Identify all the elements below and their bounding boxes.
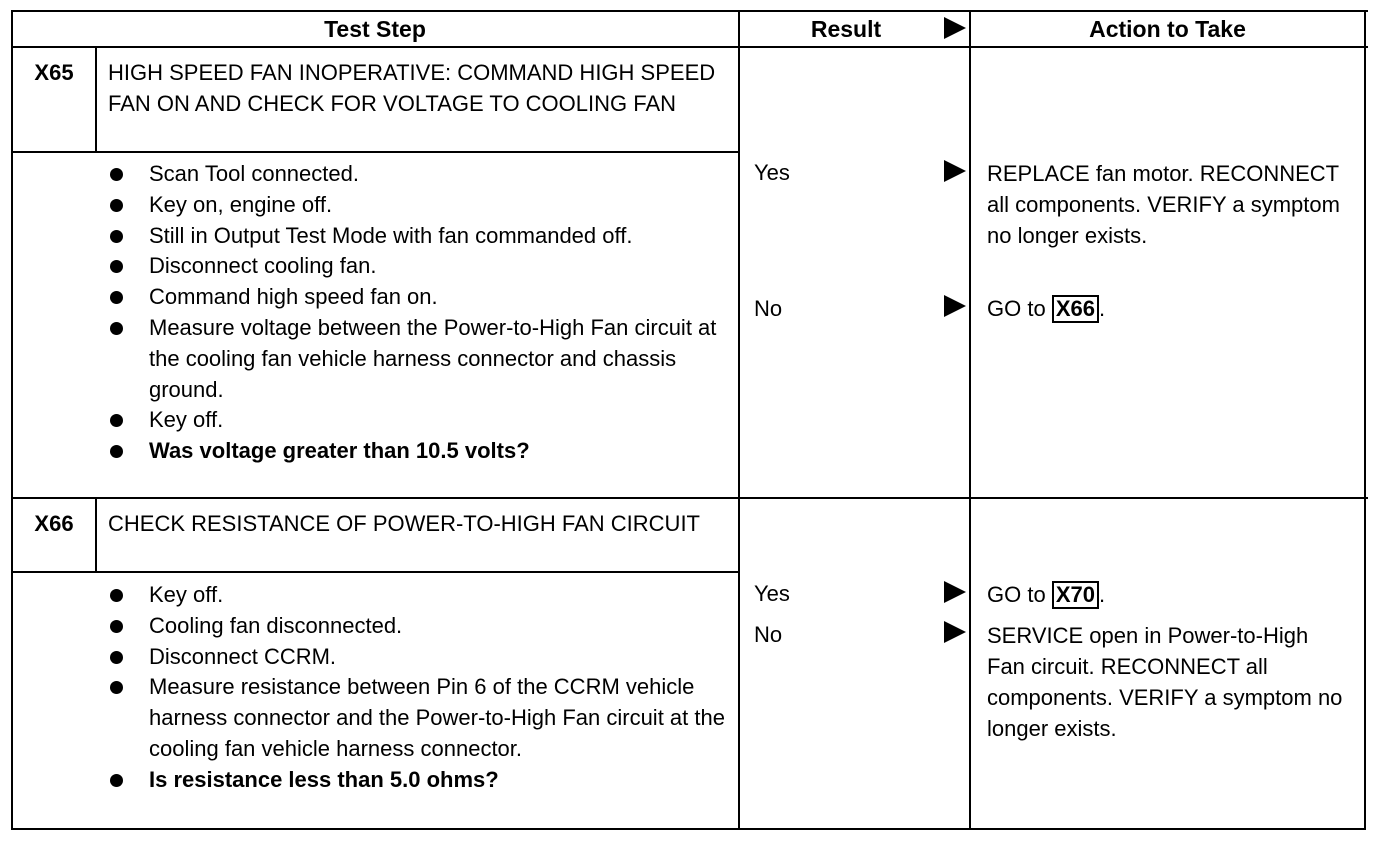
action-column-border (969, 10, 971, 830)
list-item: Disconnect CCRM. (100, 642, 730, 673)
bullet-icon (110, 651, 123, 664)
x66-no-arrow-icon (944, 621, 966, 643)
x66-result-no: No (754, 622, 783, 647)
x66-yes-arrow-icon (944, 581, 966, 603)
bullet-icon (110, 774, 123, 787)
x66-yes-action: GO to X70 . (987, 582, 1106, 607)
x65-result-yes: Yes (754, 160, 790, 185)
x65-no-action: GO to X66 . (987, 296, 1106, 321)
x65-bullet-list (100, 159, 730, 467)
step-id-x66: X66 (34, 511, 74, 536)
bullet-icon (110, 589, 123, 602)
bullet-icon (110, 445, 123, 458)
header-bottom-border (12, 46, 1368, 48)
list-item: Key on, engine off. (100, 190, 730, 221)
bullet-icon (110, 230, 123, 243)
list-item: Cooling fan disconnected. (100, 611, 730, 642)
list-item: Measure voltage between the Power-to-High Fan circuit at the cooling fan vehicle harness connector and chassis ground. (100, 313, 730, 405)
header-action: Action to Take (1089, 16, 1246, 42)
x65-id-divider (95, 46, 97, 153)
table-right-border (1364, 10, 1366, 830)
step-reference-x70[interactable]: X70 (1052, 581, 1099, 609)
x65-no-arrow-icon (944, 295, 966, 317)
list-item: Scan Tool connected. (100, 159, 730, 190)
row-divider (12, 497, 1368, 499)
bullet-icon (110, 168, 123, 181)
header-result: Result (810, 16, 882, 42)
list-item: Key off. (100, 405, 730, 436)
header-test-step: Test Step (324, 16, 426, 42)
bullet-icon (110, 322, 123, 335)
x66-title-divider (12, 571, 738, 573)
bullet-icon (110, 260, 123, 273)
x66-bullet-list (100, 580, 730, 796)
step-title-x66: CHECK RESISTANCE OF POWER-TO-HIGH FAN CIRCUIT (108, 511, 700, 536)
step-reference-x66[interactable]: X66 (1052, 295, 1099, 323)
step-title-x65: HIGH SPEED FAN INOPERATIVE: COMMAND HIGH SPEED FAN ON AND CHECK FOR VOLTAGE TO COOLING FAN (108, 60, 716, 116)
x65-result-no: No (754, 296, 783, 321)
bullet-icon (110, 681, 123, 694)
bullet-icon (110, 620, 123, 633)
x66-result-yes: Yes (754, 581, 790, 606)
bullet-icon (110, 291, 123, 304)
x65-title-divider (12, 151, 738, 153)
list-item: Measure resistance between Pin 6 of the CCRM vehicle harness connector and the Power-to-High Fan circuit at the cooling fan vehicle harness connector. (100, 672, 730, 764)
list-item: Still in Output Test Mode with fan commanded off. (100, 221, 730, 252)
x66-id-divider (95, 497, 97, 573)
table-left-border (11, 10, 13, 830)
bullet-icon (110, 414, 123, 427)
table-bottom-border (12, 828, 1364, 830)
step-id-x65: X65 (34, 60, 74, 85)
list-item: Key off. (100, 580, 730, 611)
list-item: Disconnect cooling fan. (100, 251, 730, 282)
bullet-icon (110, 199, 123, 212)
list-item: Command high speed fan on. (100, 282, 730, 313)
header-arrow-icon (944, 17, 966, 39)
x65-yes-action: REPLACE fan motor. RECONNECT all components. VERIFY a symptom no longer exists. (987, 161, 1340, 248)
question-item: Was voltage greater than 10.5 volts? (100, 436, 730, 467)
question-item: Is resistance less than 5.0 ohms? (100, 765, 730, 796)
x66-no-action: SERVICE open in Power-to-High Fan circuit. RECONNECT all components. VERIFY a symptom no longer exists. (987, 623, 1343, 741)
x65-yes-arrow-icon (944, 160, 966, 182)
result-column-border (738, 10, 740, 830)
